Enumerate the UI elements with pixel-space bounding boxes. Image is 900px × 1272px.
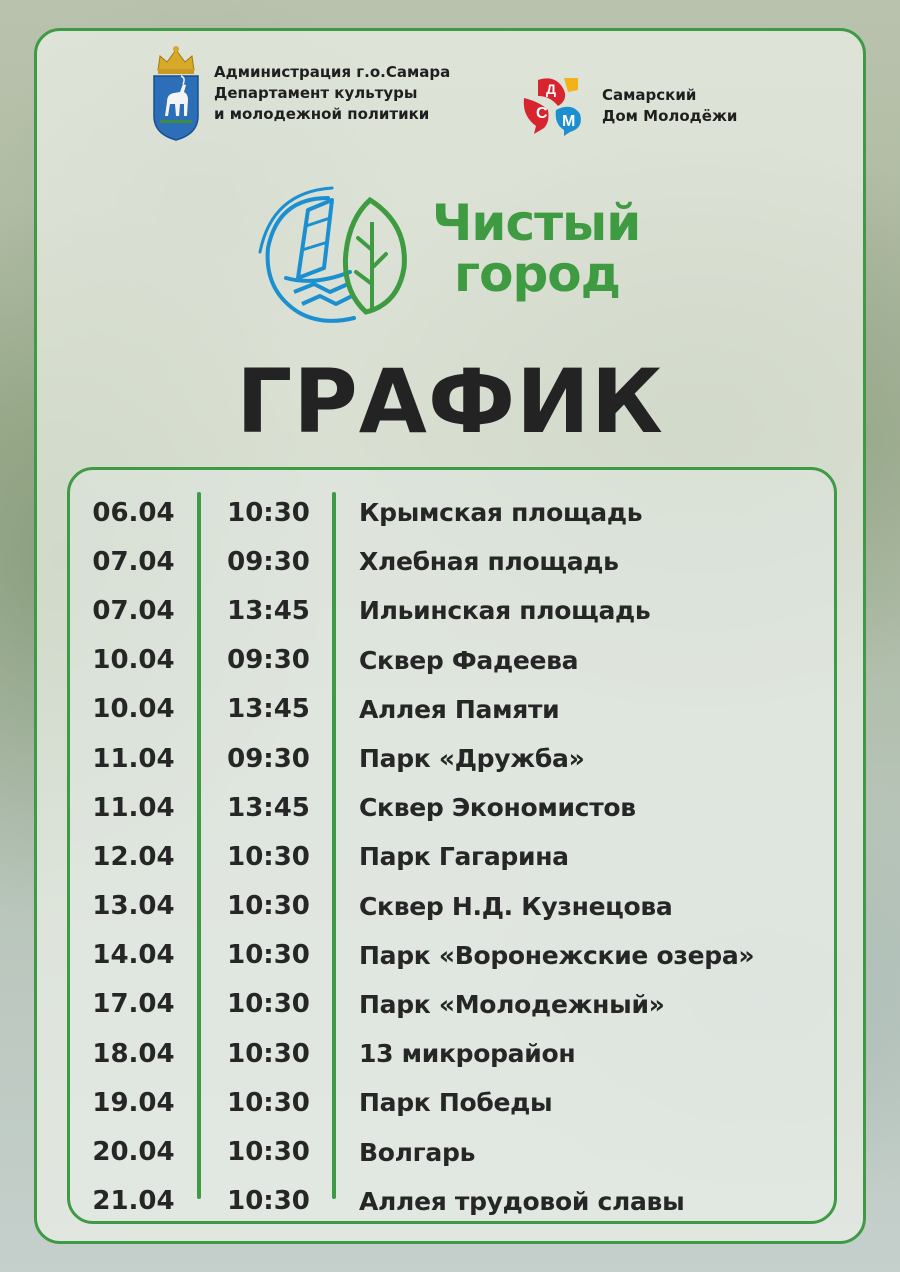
administration-line: Департамент культуры <box>214 83 418 102</box>
schedule-row <box>70 832 834 881</box>
youth-house-logo-letter: С <box>536 105 548 122</box>
schedule-time: 09:30 <box>227 743 310 774</box>
schedule-row <box>70 931 834 980</box>
schedule-place: Аллея трудовой славы <box>359 1186 685 1216</box>
schedule-date: 18.04 <box>92 1038 175 1069</box>
schedule-date: 14.04 <box>92 940 175 971</box>
schedule-place: Сквер Фадеева <box>359 645 579 675</box>
schedule-place: Сквер Экономистов <box>359 793 636 823</box>
schedule-row <box>70 980 834 1029</box>
schedule-place: Парк «Молодежный» <box>359 989 665 1019</box>
schedule-date: 21.04 <box>92 1186 175 1217</box>
project-name-line: Чистый <box>432 194 641 252</box>
youth-house-block <box>520 74 737 138</box>
schedule-row <box>70 537 834 586</box>
schedule-date: 10.04 <box>92 694 175 725</box>
schedule-row <box>70 1177 834 1226</box>
schedule-place: 13 микрорайон <box>359 1039 576 1069</box>
schedule-date: 07.04 <box>92 546 175 577</box>
youth-house-line: Дом Молодёжи <box>602 107 738 125</box>
schedule-row <box>70 685 834 734</box>
schedule-row <box>70 586 834 635</box>
schedule-time: 09:30 <box>227 546 310 577</box>
schedule-time: 10:30 <box>227 1186 310 1217</box>
schedule-place: Крымская площадь <box>359 498 643 528</box>
schedule-table <box>67 467 837 1224</box>
schedule-time: 10:30 <box>227 891 310 922</box>
schedule-date: 07.04 <box>92 595 175 626</box>
schedule-place: Парк Победы <box>359 1088 553 1118</box>
project-name-line: город <box>454 245 620 303</box>
youth-house-line: Самарский <box>602 86 697 104</box>
schedule-place: Волгарь <box>359 1137 476 1167</box>
schedule-row <box>70 882 834 931</box>
schedule-place: Парк «Воронежские озера» <box>359 940 755 970</box>
schedule-time: 10:30 <box>227 1137 310 1168</box>
youth-house-logo-letter: М <box>562 113 576 130</box>
schedule-time: 10:30 <box>227 1038 310 1069</box>
schedule-date: 11.04 <box>92 743 175 774</box>
schedule-date: 13.04 <box>92 891 175 922</box>
administration-block <box>150 44 450 142</box>
project-logo <box>258 180 640 328</box>
schedule-date: 06.04 <box>92 497 175 528</box>
schedule-time: 13:45 <box>227 694 310 725</box>
schedule-date: 17.04 <box>92 989 175 1020</box>
youth-house-logo-letter: Д <box>546 81 556 97</box>
schedule-time: 10:30 <box>227 841 310 872</box>
youth-house-logo-icon <box>520 74 584 138</box>
schedule-date: 19.04 <box>92 1087 175 1118</box>
schedule-row <box>70 1127 834 1176</box>
schedule-date: 20.04 <box>92 1137 175 1168</box>
schedule-time: 10:30 <box>227 497 310 528</box>
schedule-rows <box>70 488 834 1226</box>
schedule-place: Ильинская площадь <box>359 596 651 626</box>
administration-line: и молодежной политики <box>214 104 430 123</box>
schedule-place: Сквер Н.Д. Кузнецова <box>359 891 673 921</box>
schedule-time: 13:45 <box>227 595 310 626</box>
schedule-date: 11.04 <box>92 792 175 823</box>
schedule-time: 09:30 <box>227 645 310 676</box>
boat-and-leaf-icon <box>258 180 414 328</box>
schedule-date: 12.04 <box>92 841 175 872</box>
samara-coat-of-arms-icon <box>150 44 202 142</box>
schedule-row <box>70 783 834 832</box>
administration-line: Администрация г.о.Самара <box>214 62 451 81</box>
schedule-time: 10:30 <box>227 1087 310 1118</box>
schedule-place: Хлебная площадь <box>359 547 619 577</box>
schedule-row <box>70 636 834 685</box>
page-title: ГРАФИК <box>236 350 664 453</box>
schedule-row <box>70 488 834 537</box>
schedule-row <box>70 734 834 783</box>
schedule-place: Парк Гагарина <box>359 842 569 872</box>
administration-text <box>214 62 450 125</box>
schedule-row <box>70 1078 834 1127</box>
schedule-time: 10:30 <box>227 940 310 971</box>
schedule-row <box>70 1029 834 1078</box>
schedule-place: Аллея Памяти <box>359 694 560 724</box>
schedule-date: 10.04 <box>92 645 175 676</box>
schedule-time: 10:30 <box>227 989 310 1020</box>
youth-house-text <box>602 85 737 127</box>
schedule-place: Парк «Дружба» <box>359 744 585 774</box>
schedule-time: 13:45 <box>227 792 310 823</box>
project-name <box>432 194 641 303</box>
